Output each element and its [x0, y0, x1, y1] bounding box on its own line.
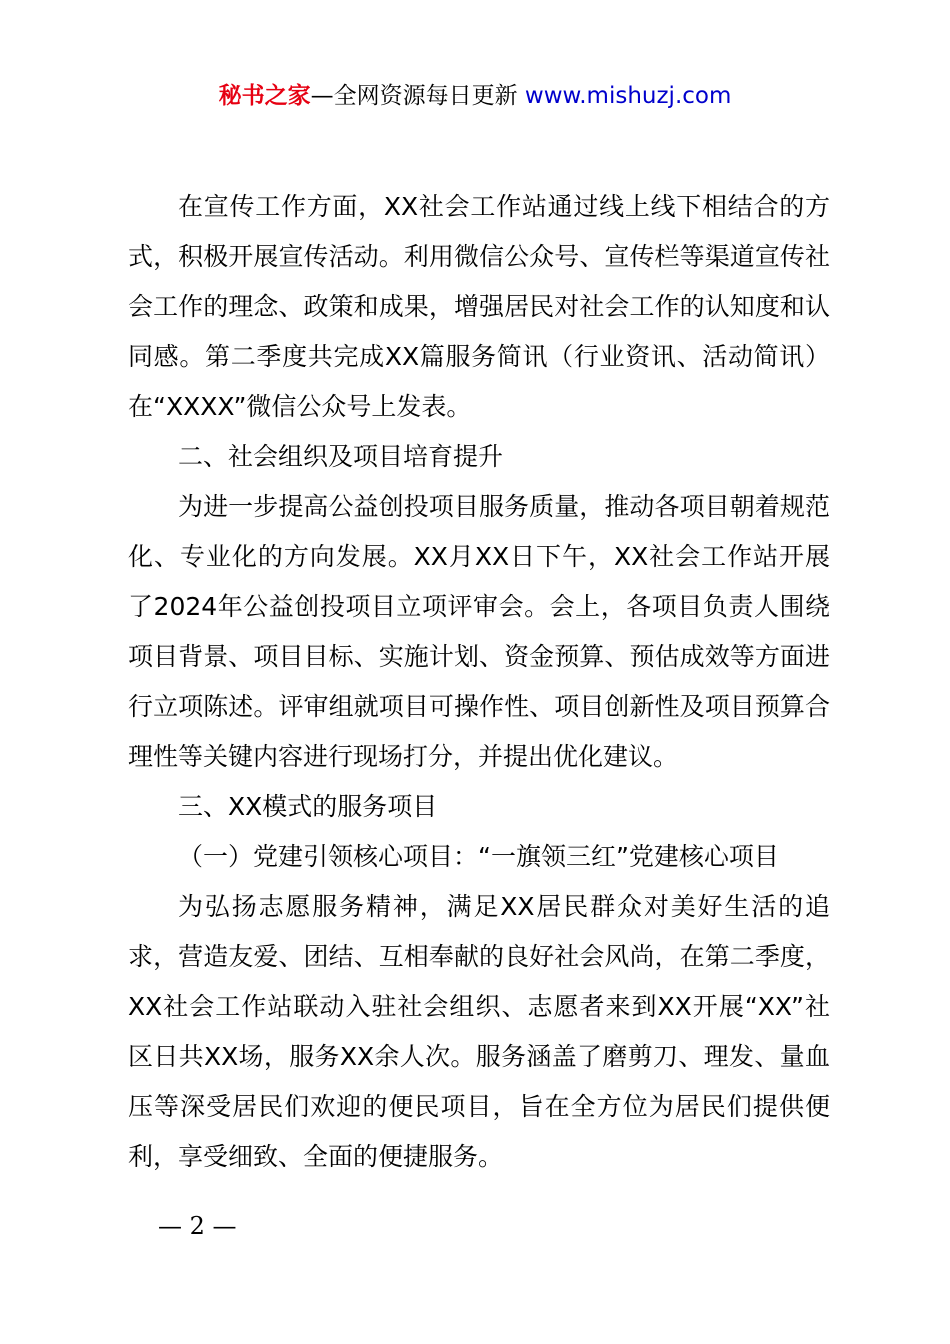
- paragraph-volunteer-service: 为弘扬志愿服务精神，满足XX居民群众对美好生活的追求，营造友爱、团结、互相奉献的良好社会风尚，在第二季度，XX社会工作站联动入驻社会组织、志愿者来到XX开展“XX”社区日共XX场，服务XX余人次。服务涵盖了磨剪刀、理发、量血压等深受居民们欢迎的便民项目，旨在全方位为居民们提供便利，享受细致、全面的便捷服务。: [128, 892, 830, 1171]
- brand-name: 秘书之家: [218, 83, 311, 109]
- header-tagline: —全网资源每日更新: [310, 83, 518, 109]
- paragraph-publicity: 在宣传工作方面，XX社会工作站通过线上线下相结合的方式，积极开展宣传活动。利用微信公众号、宣传栏等渠道宣传社会工作的理念、政策和成果，增强居民对社会工作的认知度和认同感。第二季度共完成XX篇服务简讯（行业资讯、活动简讯）在“XXXX”微信公众号上发表。: [128, 192, 830, 421]
- section-heading-3: 三、XX模式的服务项目: [178, 792, 438, 821]
- site-url-link[interactable]: www.mishuzj.com: [524, 83, 732, 109]
- document-body: [128, 182, 830, 1182]
- subsection-heading-3-1: （一）党建引领核心项目：“一旗领三红”党建核心项目: [178, 842, 779, 871]
- page-header: [0, 80, 950, 112]
- section-heading-2: 二、社会组织及项目培育提升: [178, 442, 504, 471]
- paragraph-project-review: 为进一步提高公益创投项目服务质量，推动各项目朝着规范化、专业化的方向发展。XX月XX日下午，XX社会工作站开展了2024年公益创投项目立项评审会。会上，各项目负责人围绕项目背景、项目目标、实施计划、资金预算、预估成效等方面进行立项陈述。评审组就项目可操作性、项目创新性及项目预算合理性等关键内容进行现场打分，并提出优化建议。: [128, 492, 830, 771]
- page-number: — 2 —: [158, 1212, 237, 1240]
